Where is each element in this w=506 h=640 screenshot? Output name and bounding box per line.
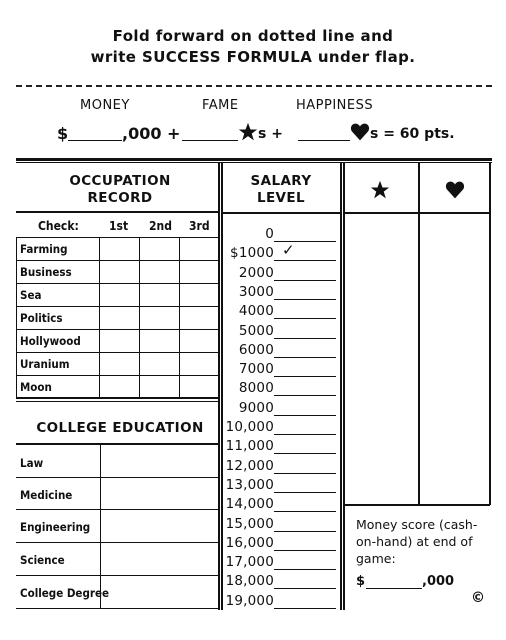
col-3rd: 3rd xyxy=(189,219,210,233)
education-medicine: Medicine xyxy=(20,488,73,502)
salary-level-9: 9000 xyxy=(238,399,274,416)
salary-blank-15 xyxy=(274,531,336,532)
money-score-blank[interactable] xyxy=(366,588,422,589)
salary-level-1: $1000 xyxy=(230,245,274,262)
score-bottom-rule xyxy=(344,504,490,506)
fame-blank[interactable] xyxy=(182,140,238,141)
salary-level-10: 10,000 xyxy=(225,419,274,435)
money-score-text: Money score (cash-on-hand) at end of game: xyxy=(356,517,478,566)
salary-blank-6 xyxy=(274,357,336,358)
salary-level-17: 17,000 xyxy=(225,554,274,571)
salary-blank-5 xyxy=(274,338,336,339)
salary-blank-12 xyxy=(274,473,336,474)
education-col-line xyxy=(100,444,101,609)
copyright-symbol: © xyxy=(471,590,485,606)
education-science: Science xyxy=(20,553,65,567)
score-header-rule xyxy=(344,212,490,214)
salary-blank-1 xyxy=(274,260,336,261)
star-column-icon xyxy=(370,180,390,204)
formula-thousands: ,000 + xyxy=(122,124,181,143)
education-college-degree: College Degree xyxy=(20,586,109,600)
header-line-2: write SUCCESS FORMULA under flap. xyxy=(90,48,416,66)
salary-level-19: 19,000 xyxy=(225,592,274,609)
occupation-moon: Moon xyxy=(20,380,52,394)
salary-blank-2 xyxy=(274,280,336,281)
occupation-sea: Sea xyxy=(20,288,42,302)
right-border xyxy=(489,163,491,505)
education-engineering: Engineering xyxy=(20,520,91,534)
salary-level-11: 11,000 xyxy=(225,438,274,455)
education-title-rule xyxy=(16,443,218,445)
salary-level-7: 7000 xyxy=(238,361,274,378)
salary-level-4: 4000 xyxy=(238,303,274,320)
divider-salary-score xyxy=(340,163,342,610)
salary-blank-4 xyxy=(274,318,336,319)
happiness-label: HAPPINESS xyxy=(296,98,374,113)
check-label: Check: xyxy=(38,219,79,233)
divider-star-heart xyxy=(418,163,420,505)
salary-level-6: 6000 xyxy=(238,341,274,358)
occupation-bottom-rule xyxy=(16,397,218,399)
salary-blank-19 xyxy=(274,608,336,609)
salary-level-14: 14,000 xyxy=(225,496,274,513)
salary-level-8: 8000 xyxy=(238,380,274,397)
money-blank[interactable] xyxy=(68,140,122,141)
education-law: Law xyxy=(20,456,44,470)
salary-blank-10 xyxy=(274,434,336,435)
salary-level-0: 0 xyxy=(265,226,274,242)
occupation-title-rule xyxy=(16,211,218,213)
header-line-1: Fold forward on dotted line and xyxy=(112,27,394,45)
salary-title-rule xyxy=(222,212,340,214)
occupation-title-1: OCCUPATION xyxy=(69,173,171,189)
salary-level-13: 13,000 xyxy=(225,476,274,493)
occupation-uranium: Uranium xyxy=(20,357,70,371)
grid-col-line xyxy=(99,237,100,397)
divider-occupation-salary xyxy=(218,163,220,610)
salary-blank-9 xyxy=(274,415,336,416)
heart-column-icon xyxy=(445,180,465,204)
money-score-suffix: ,000 xyxy=(422,574,455,589)
salary-blank-16 xyxy=(274,550,336,551)
occupation-title-2: RECORD xyxy=(87,190,153,206)
salary-level-18: 18,000 xyxy=(225,573,274,590)
heart-icon xyxy=(350,122,370,146)
fold-dotted-line xyxy=(16,85,492,87)
salary-level-16: 16,000 xyxy=(225,534,274,551)
money-score-dollar: $ xyxy=(356,574,366,589)
salary-level-5: 5000 xyxy=(238,322,274,339)
formula-stars-suffix: s + xyxy=(258,126,283,142)
col-2nd: 2nd xyxy=(149,219,172,233)
table-top-line xyxy=(16,158,492,161)
salary-blank-13 xyxy=(274,492,336,493)
education-title: COLLEGE EDUCATION xyxy=(36,420,204,436)
happiness-blank[interactable] xyxy=(298,140,350,141)
salary-title-2: LEVEL xyxy=(256,190,306,206)
salary-blank-8 xyxy=(274,395,336,396)
salary-blank-18 xyxy=(274,588,336,589)
col-1st: 1st xyxy=(109,219,129,233)
salary-title-1: SALARY xyxy=(250,173,312,189)
check-mark: ✓ xyxy=(282,241,295,259)
formula-dollar: $ xyxy=(57,124,69,143)
salary-blank-3 xyxy=(274,299,336,300)
salary-level-3: 3000 xyxy=(238,283,274,300)
occupation-business: Business xyxy=(20,265,72,279)
salary-level-12: 12,000 xyxy=(225,457,274,474)
formula-hearts-suffix: s = 60 pts. xyxy=(370,126,455,142)
money-label: MONEY xyxy=(80,98,130,113)
occupation-politics: Politics xyxy=(20,311,63,325)
fame-label: FAME xyxy=(202,98,239,113)
star-icon xyxy=(238,122,258,146)
salary-level-15: 15,000 xyxy=(225,515,274,532)
salary-blank-14 xyxy=(274,511,336,512)
salary-blank-7 xyxy=(274,376,336,377)
occupation-hollywood: Hollywood xyxy=(20,334,81,348)
occupation-farming: Farming xyxy=(20,242,68,256)
salary-blank-17 xyxy=(274,569,336,570)
salary-level-2: 2000 xyxy=(238,264,274,281)
salary-blank-11 xyxy=(274,453,336,454)
